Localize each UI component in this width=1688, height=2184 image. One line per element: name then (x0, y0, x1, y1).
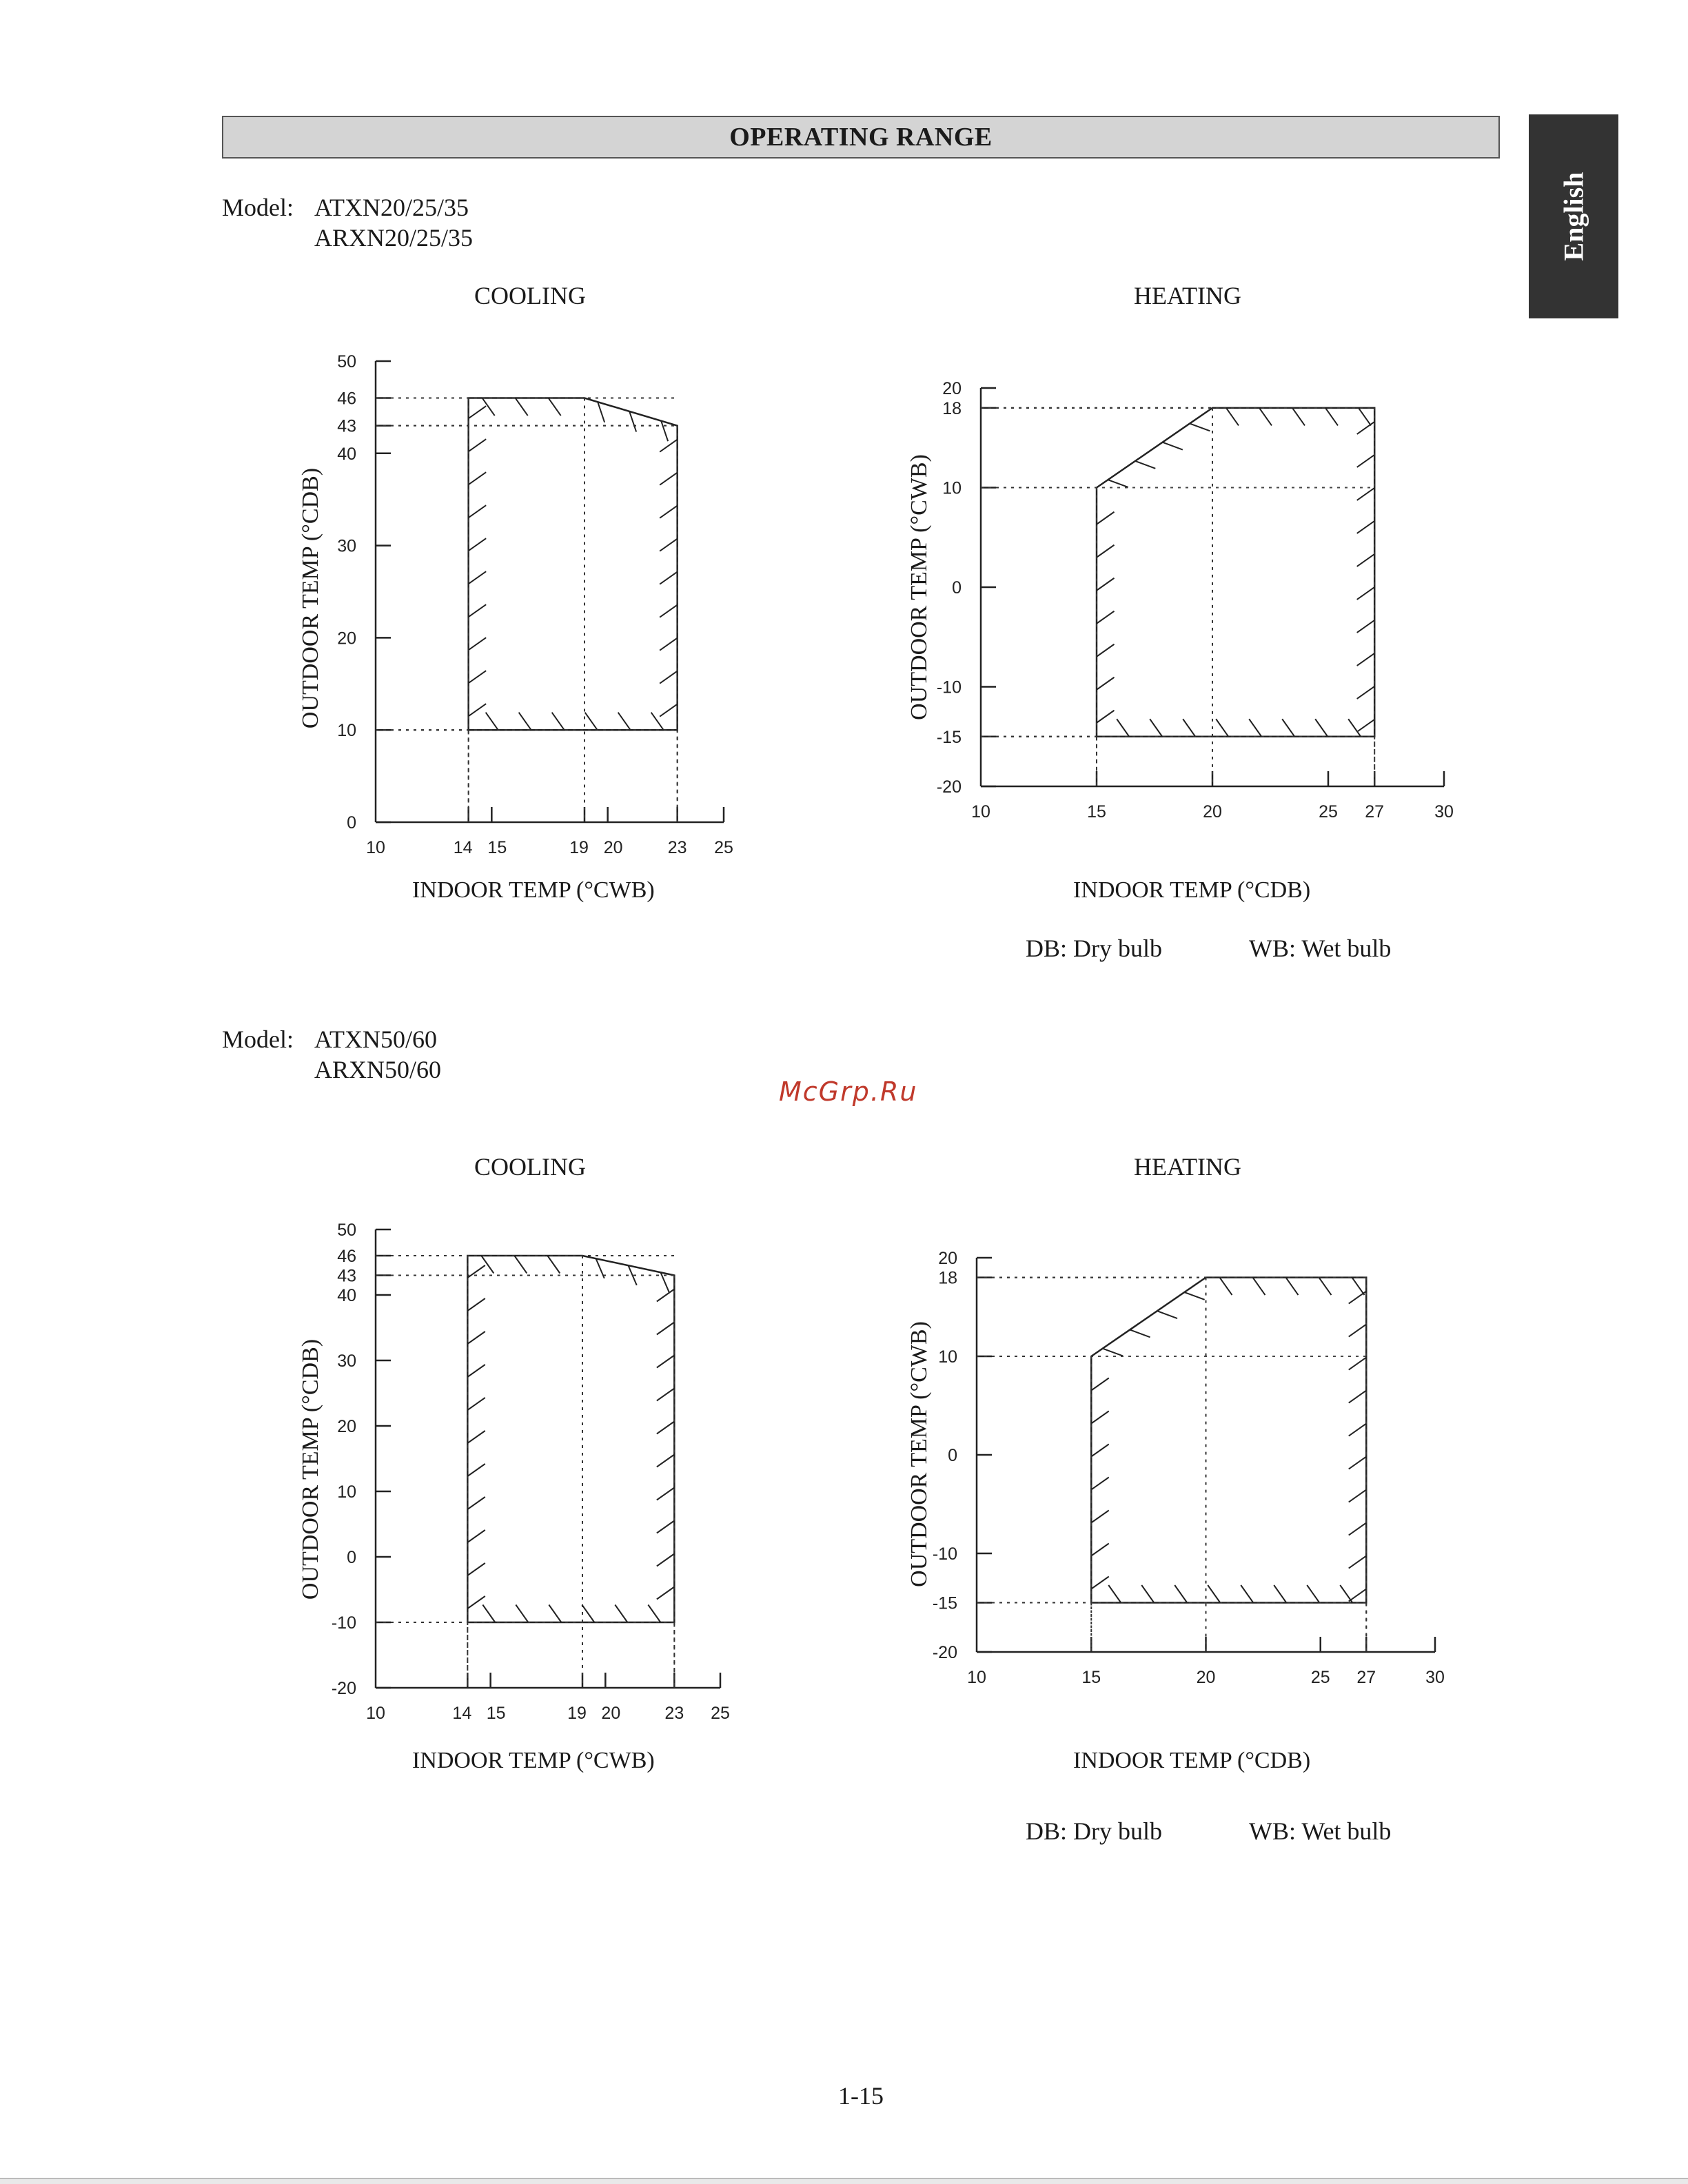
hatch-mark (1135, 461, 1155, 469)
hatch-mark (1208, 1585, 1220, 1603)
hatch-mark (1349, 1424, 1367, 1436)
y-tick-label: -15 (936, 727, 962, 747)
chart-2 (937, 379, 1454, 821)
hatch-mark (514, 1256, 527, 1274)
hatch-mark (469, 505, 487, 518)
hatch-mark (1286, 1278, 1299, 1296)
hatch-mark (1091, 1577, 1109, 1589)
y-tick-label: 43 (337, 416, 356, 436)
x-tick-label: 27 (1365, 802, 1385, 821)
hatch-mark (1175, 1585, 1187, 1603)
hatch-mark (547, 1256, 560, 1274)
y-tick-label: 30 (337, 1351, 356, 1371)
hatch-mark (467, 1464, 485, 1476)
model-label-1: Model: (222, 194, 294, 221)
hatch-mark (516, 1605, 528, 1623)
hatch-mark (1325, 408, 1338, 426)
hatch-mark (657, 1587, 675, 1600)
hatch-mark (1357, 653, 1375, 666)
chart-1 (337, 352, 733, 857)
hatch-mark (1349, 1490, 1367, 1502)
hatch-mark (467, 1365, 485, 1377)
hatch-mark (519, 713, 531, 731)
hatch-mark (657, 1356, 675, 1368)
hatch-mark (1282, 719, 1294, 737)
y-tick-label: 30 (337, 536, 356, 556)
x-tick-label: 20 (603, 838, 623, 857)
y-tick-label: 20 (337, 1417, 356, 1436)
hatch-mark (1357, 587, 1375, 600)
hatch-mark (1190, 424, 1210, 431)
legend-db-1: DB: Dry bulb (1026, 935, 1162, 962)
hatch-mark (1292, 408, 1305, 426)
x-tick-label: 30 (1434, 802, 1454, 821)
hatch-mark (467, 1331, 485, 1344)
chart-4-xlabel: INDOOR TEMP (°CDB) (1073, 1748, 1311, 1773)
hatch-mark (660, 605, 678, 618)
hatch-mark (1357, 720, 1375, 732)
y-tick-label: 20 (938, 1249, 957, 1268)
y-tick-label: 10 (337, 721, 356, 741)
y-tick-label: 10 (938, 1347, 957, 1367)
hatch-mark (1226, 408, 1239, 426)
y-tick-label: 20 (942, 379, 962, 398)
hatch-mark (1274, 1585, 1286, 1603)
hatch-mark (1183, 719, 1195, 737)
hatch-mark (1220, 1278, 1232, 1296)
model-name-1b: ARXN20/25/35 (314, 224, 474, 252)
hatch-mark (657, 1289, 675, 1302)
hatch-mark (1097, 578, 1115, 591)
hatch-mark (585, 713, 598, 731)
hatch-mark (1108, 1585, 1121, 1603)
chart-4-title: HEATING (1134, 1153, 1241, 1181)
x-tick-label: 10 (971, 802, 990, 821)
hatch-mark (1216, 719, 1228, 737)
operating-region (1097, 408, 1374, 737)
chart-2-xlabel: INDOOR TEMP (°CDB) (1073, 877, 1311, 903)
hatch-mark (469, 472, 487, 484)
language-tab-label: English (1558, 172, 1589, 261)
x-tick-label: 20 (1196, 1668, 1216, 1687)
hatch-mark (467, 1398, 485, 1410)
chart-4 (933, 1249, 1445, 1687)
hatch-mark (1157, 1311, 1177, 1318)
y-tick-label: 0 (347, 813, 356, 833)
hatch-mark (660, 440, 678, 452)
hatch-mark (1097, 711, 1115, 723)
hatch-mark (1097, 611, 1115, 624)
hatch-mark (469, 571, 487, 584)
hatch-mark (482, 1605, 495, 1623)
hatch-mark (1150, 719, 1162, 737)
y-tick-label: -15 (932, 1593, 957, 1613)
hatch-mark (1249, 719, 1261, 737)
x-tick-label: 20 (601, 1704, 621, 1723)
hatch-mark (1097, 545, 1115, 558)
y-tick-label: -20 (936, 777, 962, 797)
hatch-mark (1091, 1445, 1109, 1457)
hatch-mark (660, 473, 678, 485)
hatch-mark (1163, 442, 1183, 450)
hatch-mark (467, 1497, 485, 1509)
y-tick-label: 50 (337, 1221, 356, 1240)
hatch-mark (1352, 1278, 1365, 1296)
hatch-mark (657, 1323, 675, 1335)
hatch-mark (660, 539, 678, 551)
hatch-mark (615, 1605, 627, 1623)
hatch-mark (1184, 1292, 1204, 1300)
hatch-mark (1091, 1544, 1109, 1556)
x-tick-label: 14 (452, 1704, 472, 1723)
hatch-mark (1097, 644, 1115, 657)
hatch-mark (582, 1605, 594, 1623)
hatch-mark (469, 406, 487, 418)
hatch-mark (1349, 1457, 1367, 1469)
hatch-mark (469, 704, 487, 716)
hatch-mark (1259, 408, 1272, 426)
x-tick-label: 25 (1319, 802, 1338, 821)
chart-1-ylabel: OUTDOOR TEMP (°CDB) (298, 467, 323, 729)
hatch-mark (1097, 677, 1115, 690)
hatch-mark (481, 1256, 494, 1274)
hatch-mark (467, 1431, 485, 1443)
operating-region (1091, 1278, 1366, 1603)
x-tick-label: 15 (1081, 1668, 1101, 1687)
hatch-mark (1349, 1325, 1367, 1337)
hatch-mark (1349, 1523, 1367, 1535)
chart-4-ylabel: OUTDOOR TEMP (°CWB) (906, 1321, 932, 1587)
y-tick-label: -10 (932, 1544, 957, 1564)
watermark: McGrp.Ru (779, 1076, 918, 1107)
hatch-mark (1091, 1478, 1109, 1490)
hatch-mark (657, 1422, 675, 1434)
hatch-mark (1091, 1511, 1109, 1523)
hatch-mark (660, 572, 678, 584)
x-tick-label: 19 (569, 838, 589, 857)
y-tick-label: 0 (952, 578, 962, 598)
hatch-mark (1357, 455, 1375, 467)
hatch-mark (467, 1298, 485, 1311)
y-tick-label: -20 (932, 1643, 957, 1662)
chart-3-title: COOLING (474, 1153, 586, 1181)
hatch-mark (1357, 554, 1375, 567)
hatch-mark (1349, 1556, 1367, 1569)
chart-3-ylabel: OUTDOOR TEMP (°CDB) (298, 1338, 323, 1600)
x-tick-label: 15 (1087, 802, 1106, 821)
hatch-mark (1130, 1329, 1150, 1337)
hatch-mark (660, 638, 678, 651)
y-tick-label: 20 (337, 629, 356, 649)
hatch-mark (1357, 422, 1375, 434)
model-name-2b: ARXN50/60 (314, 1056, 442, 1083)
hatch-mark (1348, 719, 1361, 737)
hatch-mark (1359, 408, 1371, 426)
hatch-mark (1103, 1349, 1123, 1356)
y-tick-label: 50 (337, 352, 356, 371)
hatch-mark (469, 439, 487, 451)
x-tick-label: 23 (664, 1704, 684, 1723)
x-tick-label: 15 (486, 1704, 506, 1723)
hatch-mark (486, 713, 498, 731)
hatch-mark (660, 704, 678, 717)
hatch-mark (657, 1521, 675, 1533)
hatch-mark (657, 1389, 675, 1401)
y-tick-label: -10 (331, 1613, 356, 1633)
y-tick-label: 18 (938, 1268, 957, 1288)
x-tick-label: 10 (967, 1668, 986, 1687)
hatch-mark (1349, 1391, 1367, 1403)
y-tick-label: 46 (337, 389, 356, 409)
y-tick-label: 18 (942, 398, 962, 418)
hatch-mark (598, 402, 604, 422)
x-tick-label: 14 (453, 838, 473, 857)
hatch-mark (516, 398, 528, 416)
y-tick-label: -10 (936, 677, 962, 697)
hatch-mark (549, 1605, 561, 1623)
model-name-2a: ATXN50/60 (314, 1025, 437, 1053)
hatch-mark (1357, 686, 1375, 699)
legend-db-2: DB: Dry bulb (1026, 1817, 1162, 1845)
hatch-mark (1349, 1292, 1367, 1304)
x-tick-label: 27 (1356, 1668, 1376, 1687)
model-label-2: Model: (222, 1025, 294, 1053)
x-tick-label: 15 (487, 838, 507, 857)
model-name-1a: ATXN20/25/35 (314, 194, 469, 221)
chart-3-xlabel: INDOOR TEMP (°CWB) (412, 1748, 655, 1773)
operating-region (469, 398, 678, 731)
hatch-mark (657, 1455, 675, 1467)
hatch-mark (1307, 1585, 1319, 1603)
hatch-mark (1340, 1585, 1352, 1603)
x-tick-label: 25 (714, 838, 733, 857)
hatch-mark (1091, 1378, 1109, 1391)
hatch-mark (469, 604, 487, 617)
hatch-mark (469, 637, 487, 650)
hatch-mark (660, 671, 678, 684)
hatch-mark (469, 671, 487, 683)
hatch-mark (1091, 1411, 1109, 1424)
hatch-mark (1357, 521, 1375, 533)
x-tick-label: 20 (1203, 802, 1222, 821)
y-tick-label: 46 (337, 1247, 356, 1266)
y-tick-label: 0 (948, 1446, 957, 1465)
hatch-mark (660, 506, 678, 518)
hatch-mark (1319, 1278, 1332, 1296)
hatch-mark (648, 1605, 660, 1623)
y-tick-label: 0 (347, 1548, 356, 1567)
page-title: OPERATING RANGE (222, 116, 1500, 159)
hatch-mark (661, 421, 668, 442)
chart-1-title: COOLING (474, 282, 586, 309)
hatch-mark (1315, 719, 1328, 737)
hatch-mark (549, 398, 561, 416)
hatch-mark (657, 1554, 675, 1566)
hatch-mark (618, 713, 631, 731)
chart-2-ylabel: OUTDOOR TEMP (°CWB) (906, 454, 932, 720)
chart-3 (332, 1221, 730, 1723)
x-tick-label: 19 (567, 1704, 587, 1723)
y-tick-label: 40 (337, 444, 356, 464)
x-tick-label: 10 (366, 838, 385, 857)
legend-wb-1: WB: Wet bulb (1249, 935, 1392, 962)
hatch-mark (1357, 488, 1375, 500)
x-tick-label: 25 (711, 1704, 730, 1723)
hatch-mark (629, 411, 636, 432)
hatch-mark (1357, 620, 1375, 633)
x-tick-label: 25 (1310, 1668, 1330, 1687)
y-tick-label: 10 (942, 478, 962, 498)
hatch-mark (1097, 512, 1115, 524)
hatch-mark (469, 538, 487, 551)
y-tick-label: 43 (337, 1266, 356, 1286)
hatch-mark (467, 1563, 485, 1575)
x-tick-label: 10 (366, 1704, 385, 1723)
chart-2-title: HEATING (1134, 282, 1241, 309)
page-number: 1-15 (838, 2082, 884, 2110)
hatch-mark (1241, 1585, 1253, 1603)
hatch-mark (1349, 1589, 1367, 1602)
legend-wb-2: WB: Wet bulb (1249, 1817, 1392, 1845)
hatch-mark (1108, 480, 1128, 487)
hatch-mark (1141, 1585, 1154, 1603)
chart-1-xlabel: INDOOR TEMP (°CWB) (412, 877, 655, 903)
hatch-mark (467, 1596, 485, 1609)
y-tick-label: -20 (331, 1679, 356, 1698)
y-tick-label: 40 (337, 1286, 356, 1305)
hatch-mark (1349, 1358, 1367, 1370)
x-tick-label: 30 (1425, 1668, 1445, 1687)
y-tick-label: 10 (337, 1482, 356, 1502)
x-tick-label: 23 (667, 838, 687, 857)
hatch-mark (467, 1530, 485, 1542)
hatch-mark (1253, 1278, 1265, 1296)
hatch-mark (1117, 719, 1129, 737)
operating-region (467, 1256, 674, 1622)
hatch-mark (657, 1488, 675, 1500)
hatch-mark (552, 713, 565, 731)
